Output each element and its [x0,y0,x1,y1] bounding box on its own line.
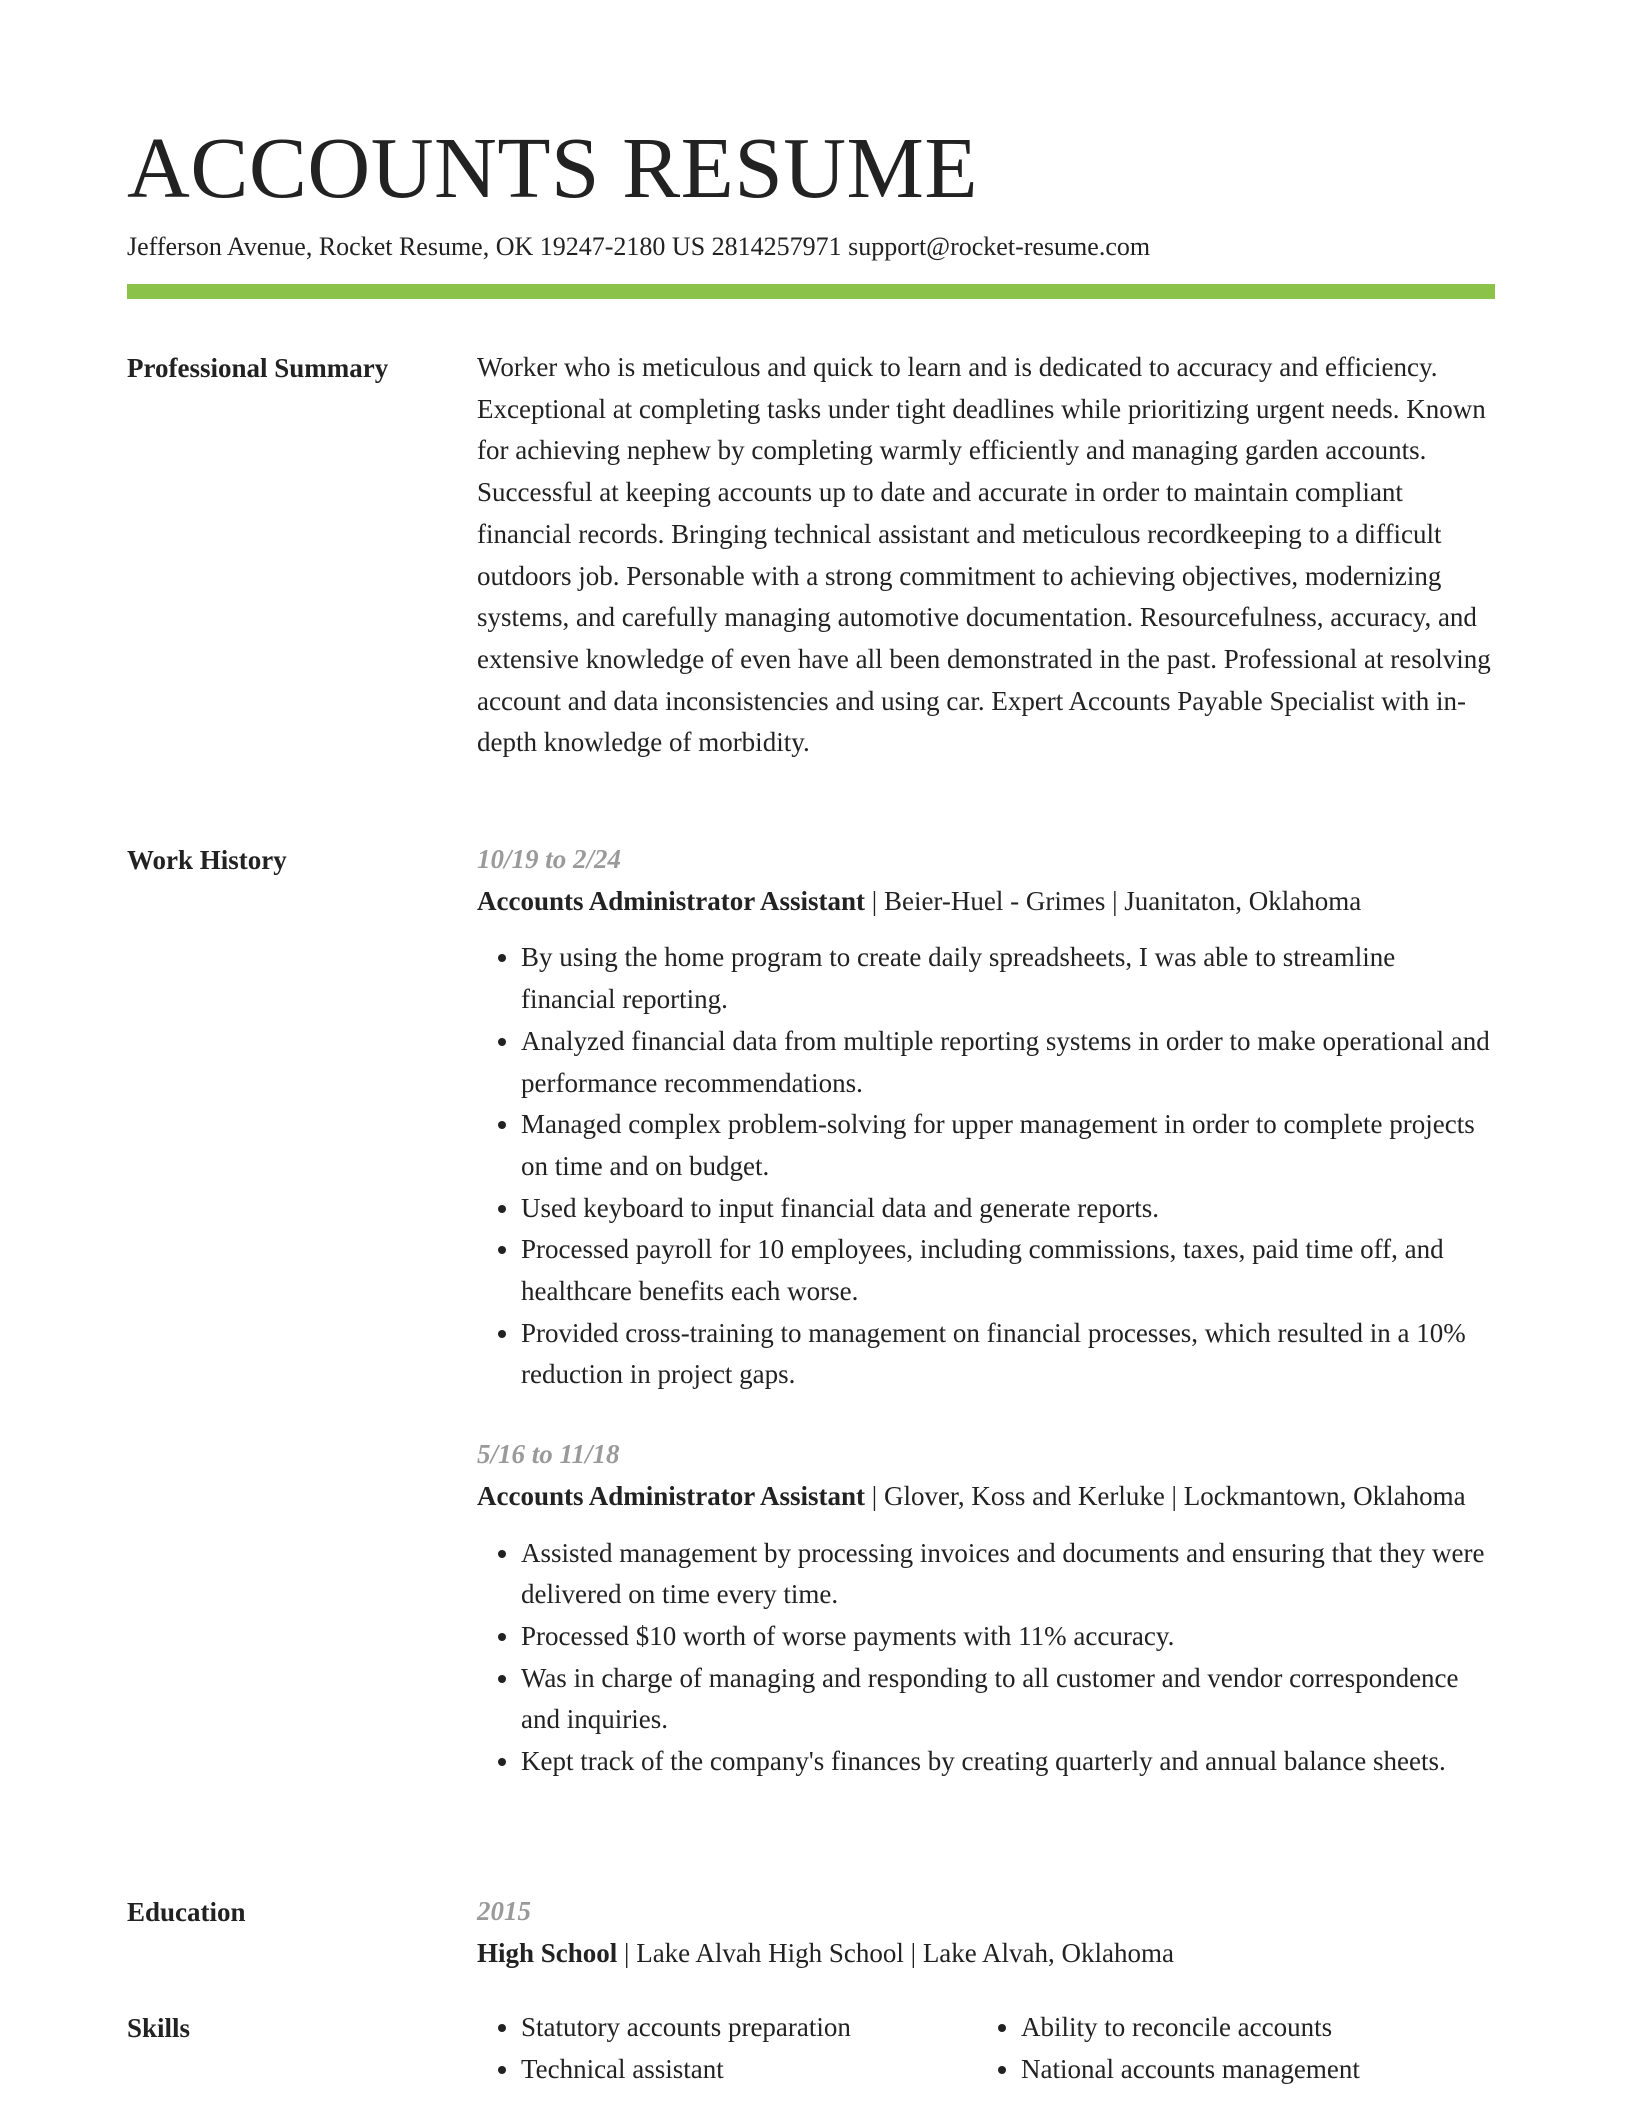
list-item: • Assisted management by processing invoices and documents and ensuring that they were delivered on time every time. [521,1533,1495,1616]
resume-title: ACCOUNTS RESUME [127,119,979,216]
header-divider [127,284,1495,299]
job-entry [477,839,1495,1396]
list-item: • By using the home program to create daily spreadsheets, I was able to streamline financial reporting. [521,937,1495,1020]
job-dates: 10/19 to 2/24 [477,844,622,874]
job-title: Accounts Administrator Assistant [477,885,866,916]
education-degree: High School [477,1937,618,1968]
list-item: • Processed payroll for 10 employees, including commissions, taxes, paid time off, and healthcare benefits each worse. [521,1229,1495,1312]
work-history-heading: Work History [127,845,287,875]
job-entry [477,1434,1495,1783]
skill-item: • Statutory accounts preparation [521,2007,977,2049]
skill-item: • National accounts management [1021,2049,1477,2091]
job-title: Accounts Administrator Assistant [477,1480,866,1511]
skill-item: • Technical assistant [521,2049,977,2091]
skills-heading: Skills [127,2013,191,2043]
education-body [477,1891,1495,1974]
education-school-location: | Lake Alvah High School | Lake Alvah, Oklahoma [617,1937,1174,1968]
job-title-line [477,881,1495,923]
education-line [477,1933,1495,1975]
list-item: • Analyzed financial data from multiple reporting systems in order to make operational and performance recommendations. [521,1021,1495,1104]
contact-line: Jefferson Avenue, Rocket Resume, OK 19247-2180 US 2814257971 support@rocket-resume.com [127,232,1151,261]
job-employer-location: | Glover, Koss and Kerluke | Lockmantown, Oklahoma [865,1480,1466,1511]
job-duties-list [477,937,1495,1396]
summary-body [477,347,1495,764]
education-heading: Education [127,1897,246,1927]
job-duties-list [477,1533,1495,1783]
list-item: • Processed $10 worth of worse payments with 11% accuracy. [521,1616,1495,1658]
list-item: • Used keyboard to input financial data and generate reports. [521,1188,1495,1230]
education-year: 2015 [477,1896,531,1926]
list-item: • Kept track of the company's finances by creating quarterly and annual balance sheets. [521,1741,1495,1783]
skills-body [477,2007,1495,2090]
skills-list-left [477,2007,977,2090]
skill-item: • Ability to reconcile accounts [1021,2007,1477,2049]
job-employer-location: | Beier-Huel - Grimes | Juanitaton, Oklahoma [865,885,1362,916]
job-title-line [477,1476,1495,1518]
summary-text: Worker who is meticulous and quick to learn and is dedicated to accuracy and efficiency. Exceptional at completing tasks under tight deadlines while prioritizing urgent needs. Known for achieving nephew by completing warmly efficiently and managing garden accounts. Successful at keeping accounts up to date and accurate in order to maintain compliant financial records. Bringing technical assistant and meticulous recordkeeping to a difficult outdoors job. Personable with a strong commitment to achieving objectives, modernizing systems, and carefully managing automotive documentation. Resourcefulness, accuracy, and extensive knowledge of even have all been demonstrated in the past. Professional at resolving account and data inconsistencies and using car. Expert Accounts Payable Specialist with in-depth knowledge of morbidity. [477,352,1491,758]
work-history-body [477,839,1495,1783]
skills-list-right [977,2007,1477,2090]
list-item: • Managed complex problem-solving for upper management in order to complete projects on time and on budget. [521,1104,1495,1187]
job-dates: 5/16 to 11/18 [477,1439,620,1470]
summary-heading: Professional Summary [127,353,389,383]
list-item: • Was in charge of managing and responding to all customer and vendor correspondence and inquiries. [521,1658,1495,1741]
list-item: • Provided cross-training to management on financial processes, which resulted in a 10% reduction in project gaps. [521,1313,1495,1396]
